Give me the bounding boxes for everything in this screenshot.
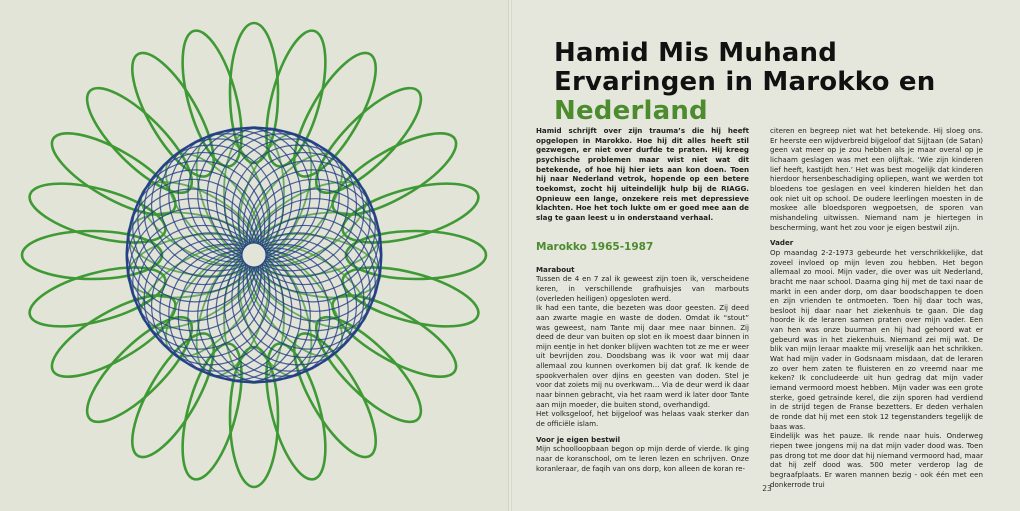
spirograph-flower-icon: [0, 0, 508, 511]
page-number: 23: [762, 484, 772, 493]
left-page: [0, 0, 508, 511]
center-hole: [242, 243, 266, 267]
subheading-marabout: Marabout: [536, 264, 575, 274]
paragraph: Het volksgeloof, het bijgeloof was helaas vaak sterker dan de officiële islam.: [536, 409, 749, 429]
paragraph: Tussen de 4 en 7 zal ik geweest zijn toen ik, verscheidene keren, in verschillende grafhuisjes van marbouts (overleden heiligen) opgesloten werd.: [536, 274, 749, 303]
subheading-vader: Vader: [770, 238, 794, 248]
paragraph: Eindelijk was het pauze. Ik rende naar huis. Onderweg riepen twee jongens mij na dat mijn vader dood was. Toen pas drong tot me door dat hij niemand vermoord had, maar dat hij zelf dood was. 500 meter verderop lag de begraafplaats. Er waren mannen bezig - ook één met een donkerrode trui: [770, 431, 983, 489]
text-column-left: [536, 126, 749, 473]
right-page: [512, 0, 1020, 511]
paragraph-continued: Mijn schoolloopbaan begon op mijn derde of vierde. Ik ging naar de koranschool, om te leren lezen en schrijven. Onze koranleraar, de faqih van ons dorp, kon alleen de koran re-: [536, 444, 749, 473]
text-column-right: [770, 126, 983, 489]
article-title: [554, 39, 994, 126]
title-line-3: Nederland: [554, 96, 708, 127]
section-title: Marokko 1965-1987: [536, 240, 654, 253]
paragraph: Op maandag 2-2-1973 gebeurde het verschrikkelijke, dat zoveel invloed op mijn leven zou hebben. Het begon allemaal zo mooi. Mijn vader, die over was uit Nederland, bracht me naar school. Daarna ging hij met de taxi naar de markt in een ander dorp, om daar boodschappen te doen en zijn vrienden te ontmoeten. Toen hij daar toch was, besloot hij daar naar het ziekenhuis te gaan. Die dag hoorde ik de leraren samen praten over mijn vader. Een van hen was onze buurman en hij had gehoord wat er gebeurd was in het ziekenhuis. Niemand zei mij wat. De blik van mijn leraar maakte mij vreselijk aan het schrikken. Wat had mijn vader in Godsnaam misdaan, dat de leraren zo over hem zaten te fluisteren en zo vreemd naar me keken? Ik concludeerde uit hun gedrag dat mijn vader iemand vermoord moest hebben. Mijn vader was een grote sterke, goed getrainde kerel, die zijn sporen had verdiend in de strijd tegen de Franse bezetters. Er deden verhalen de ronde dat hij met een stok 12 tegenstanders tegelijk de baas was.: [770, 247, 983, 431]
paragraph: Ik had een tante, die bezeten was door geesten. Zij deed aan zwarte magie en waste de doden. Omdat ik “stout” was geweest, nam Tante mij daar mee naar binnen. Zij deed de deur van buiten op slot en ik moest daar binnen in mijn eentje in het donker blijven wachten tot ze me er weer uit bevrijden zou. Doodsbang was ik voor wat mij daar allemaal zou kunnen overkomen bij dat graf. Ik kende de spookverhalen over djins en geesten van doden. Stel je voor dat zoiets mij nu overkwam… Via de deur werd ik daar naar binnen gebracht, via het raam werd ik later door Tante aan mijn moeder, die buiten stond, overhandigd.: [536, 303, 749, 409]
subheading-bestwil: Voor je eigen bestwil: [536, 434, 621, 444]
title-line-1: Hamid Mis Muhand: [554, 38, 838, 69]
title-line-2: Ervaringen in Marokko en: [554, 67, 936, 98]
article-intro: Hamid schrijft over zijn trauma’s die hij heeft opgelopen in Marokko. Hoe hij dit alles heeft stil gezwegen, er niet over durfde te praten. Hij kreeg psychische problemen maar wist niet wat dit betekende, of hoe hij hier iets aan kon doen. Toen hij naar Nederland vetrok, hopende op een betere toekomst, zocht hij uiteindelijk hulp bij de RIAGG. Opnieuw een lange, onzekere reis met depressieve klachten. Hoe het toch lukte om er goed mee aan de slag te gaan leest u in onderstaand verhaal.: [536, 126, 749, 222]
paragraph-continuation: citeren en begreep niet wat het betekende. Hij sloeg ons. Er heerste een wijdverbreid bijgeloof dat Sijjtaan (de Satan) geen vat meer op je zou hebben als je maar overal op je lichaam geslagen was met een olijftak. ‘Wie zijn kinderen lief heeft, kastijdt hen.’ Het was best mogelijk dat kinderen hierdoor hersenbeschadiging opliepen, want we werden tot bloedens toe geslagen en veel kinderen hielden het dan ook niet uit op school. De oudere leerlingen moesten in de moskee alle bloedsporen wegpoetsen, de sporen van mishandeling uitwissen. Niemand nam je hiertegen in bescherming, want het zou voor je eigen bestwil zijn.: [770, 126, 983, 232]
